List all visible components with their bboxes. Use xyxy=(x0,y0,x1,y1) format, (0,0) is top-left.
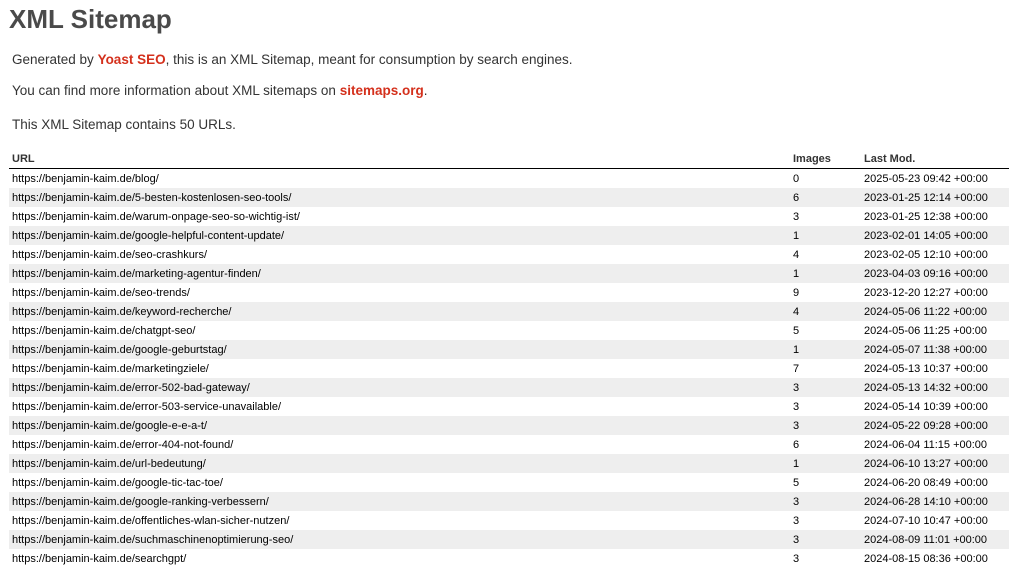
images-count-cell: 1 xyxy=(790,226,861,245)
images-count-cell: 6 xyxy=(793,438,800,451)
last-mod-cell: 2024-05-13 14:32 +00:00 xyxy=(861,378,1009,397)
sitemap-url-link[interactable]: https://benjamin-kaim.de/google-geburtstag/ xyxy=(12,343,227,356)
url-cell xyxy=(9,340,790,359)
sitemap-url-link[interactable]: https://benjamin-kaim.de/5-besten-kostenlosen-seo-tools/ xyxy=(12,191,292,204)
url-cell xyxy=(9,511,790,530)
table-header-row xyxy=(9,150,1009,169)
sitemap-url-link[interactable]: https://benjamin-kaim.de/seo-crashkurs/ xyxy=(12,248,208,261)
generator-note-prefix: Generated by xyxy=(12,52,98,67)
table-row xyxy=(9,549,1009,568)
url-cell xyxy=(9,492,790,511)
url-count-text: This XML Sitemap contains 50 URLs. xyxy=(12,117,236,132)
url-cell xyxy=(9,302,790,321)
images-count-cell: 3 xyxy=(790,378,861,397)
url-cell xyxy=(9,435,790,454)
url-cell xyxy=(9,321,790,340)
table-row xyxy=(9,188,1009,207)
table-row xyxy=(9,454,1009,473)
last-mod-cell: 2025-05-23 09:42 +00:00 xyxy=(864,172,988,185)
images-count-cell: 3 xyxy=(793,400,800,413)
last-mod-cell: 2024-05-14 10:39 +00:00 xyxy=(864,400,988,413)
table-row xyxy=(9,530,1009,549)
table-row xyxy=(9,378,1009,397)
last-mod-column-header: Last Mod. xyxy=(861,150,1009,169)
sitemaps-info-prefix: You can find more information about XML sitemaps on xyxy=(12,83,340,98)
sitemap-url-link[interactable]: https://benjamin-kaim.de/warum-onpage-seo-so-wichtig-ist/ xyxy=(12,210,300,223)
table-row xyxy=(9,359,1009,378)
sitemaps-info-note xyxy=(12,82,427,100)
images-count-cell: 3 xyxy=(790,492,861,511)
sitemap-url-link[interactable]: https://benjamin-kaim.de/seo-trends/ xyxy=(12,286,190,299)
images-count-cell: 1 xyxy=(790,454,861,473)
last-mod-cell: 2023-02-05 12:10 +00:00 xyxy=(864,248,988,261)
table-row xyxy=(9,226,1009,245)
url-cell xyxy=(9,378,790,397)
last-mod-cell: 2024-05-22 09:28 +00:00 xyxy=(861,416,1009,435)
last-mod-cell: 2023-02-01 14:05 +00:00 xyxy=(861,226,1009,245)
page-title: XML Sitemap xyxy=(9,4,172,34)
sitemap-url-link[interactable]: https://benjamin-kaim.de/error-503-service-unavailable/ xyxy=(12,400,282,413)
sitemap-url-link[interactable]: https://benjamin-kaim.de/keyword-recherche/ xyxy=(12,305,232,318)
generator-note-suffix: , this is an XML Sitemap, meant for consumption by search engines. xyxy=(165,52,573,67)
url-cell xyxy=(9,454,790,473)
table-row xyxy=(9,245,1009,264)
table-row xyxy=(9,435,1009,454)
images-count-cell: 1 xyxy=(790,340,861,359)
last-mod-cell: 2024-06-20 08:49 +00:00 xyxy=(864,476,988,489)
last-mod-cell: 2023-04-03 09:16 +00:00 xyxy=(861,264,1009,283)
sitemap-url-link[interactable]: https://benjamin-kaim.de/suchmaschinenoptimierung-seo/ xyxy=(12,533,294,546)
url-cell xyxy=(9,188,790,207)
url-cell xyxy=(9,359,790,378)
url-cell xyxy=(9,226,790,245)
images-count-cell: 0 xyxy=(793,172,800,185)
last-mod-cell: 2023-01-25 12:38 +00:00 xyxy=(864,210,988,223)
last-mod-cell: 2024-06-10 13:27 +00:00 xyxy=(861,454,1009,473)
sitemap-url-link[interactable]: https://benjamin-kaim.de/marketingziele/ xyxy=(12,362,209,375)
url-column-header: URL xyxy=(9,150,790,169)
images-count-cell: 1 xyxy=(790,264,861,283)
sitemap-url-link[interactable]: https://benjamin-kaim.de/offentliches-wlan-sicher-nutzen/ xyxy=(12,514,290,527)
images-count-cell: 3 xyxy=(793,210,800,223)
table-row xyxy=(9,302,1009,321)
table-row xyxy=(9,321,1009,340)
last-mod-cell: 2023-01-25 12:14 +00:00 xyxy=(861,188,1009,207)
last-mod-cell: 2024-05-06 11:22 +00:00 xyxy=(861,302,1009,321)
table-row xyxy=(9,169,1009,189)
sitemap-url-link[interactable]: https://benjamin-kaim.de/google-tic-tac-toe/ xyxy=(12,476,223,489)
images-column-header: Images xyxy=(790,150,861,169)
images-count-cell: 5 xyxy=(793,324,800,337)
table-row xyxy=(9,416,1009,435)
table-row xyxy=(9,511,1009,530)
yoast-seo-link[interactable]: Yoast SEO xyxy=(97,52,166,67)
table-row xyxy=(9,340,1009,359)
sitemap-url-link[interactable]: https://benjamin-kaim.de/google-ranking-verbessern/ xyxy=(12,495,269,508)
sitemap-url-link[interactable]: https://benjamin-kaim.de/searchgpt/ xyxy=(12,552,187,565)
sitemaps-info-suffix: . xyxy=(423,83,428,98)
sitemap-url-link[interactable]: https://benjamin-kaim.de/marketing-agentur-finden/ xyxy=(12,267,261,280)
last-mod-cell: 2024-08-15 08:36 +00:00 xyxy=(864,552,988,565)
table-row xyxy=(9,397,1009,416)
last-mod-cell: 2024-05-07 11:38 +00:00 xyxy=(861,340,1009,359)
url-cell xyxy=(9,530,790,549)
last-mod-cell: 2024-06-28 14:10 +00:00 xyxy=(861,492,1009,511)
table-row xyxy=(9,207,1009,226)
last-mod-cell: 2024-08-09 11:01 +00:00 xyxy=(861,530,1009,549)
url-cell xyxy=(9,283,790,302)
images-count-cell: 3 xyxy=(790,530,861,549)
images-count-cell: 3 xyxy=(793,552,800,565)
images-count-cell: 9 xyxy=(793,286,800,299)
url-cell xyxy=(9,169,790,189)
images-count-cell: 3 xyxy=(793,514,800,527)
table-row xyxy=(9,283,1009,302)
sitemap-url-link[interactable]: https://benjamin-kaim.de/blog/ xyxy=(12,172,159,185)
sitemap-table xyxy=(9,150,1009,568)
last-mod-cell: 2023-12-20 12:27 +00:00 xyxy=(864,286,988,299)
table-row xyxy=(9,473,1009,492)
url-cell xyxy=(9,549,790,568)
generator-note xyxy=(12,51,573,69)
sitemap-table-body xyxy=(9,169,1009,569)
last-mod-cell: 2024-07-10 10:47 +00:00 xyxy=(864,514,988,527)
sitemap-url-link[interactable]: https://benjamin-kaim.de/google-helpful-content-update/ xyxy=(12,229,285,242)
images-count-cell: 6 xyxy=(790,188,861,207)
last-mod-cell: 2024-06-04 11:15 +00:00 xyxy=(864,438,988,451)
sitemap-url-link[interactable]: https://benjamin-kaim.de/url-bedeutung/ xyxy=(12,457,206,470)
sitemap-url-link[interactable]: https://benjamin-kaim.de/chatgpt-seo/ xyxy=(12,324,196,337)
sitemap-url-link[interactable]: https://benjamin-kaim.de/error-502-bad-gateway/ xyxy=(12,381,250,394)
url-cell xyxy=(9,245,790,264)
last-mod-cell: 2024-05-06 11:25 +00:00 xyxy=(864,324,988,337)
table-row xyxy=(9,492,1009,511)
url-cell xyxy=(9,473,790,492)
url-cell xyxy=(9,207,790,226)
url-cell xyxy=(9,264,790,283)
table-row xyxy=(9,264,1009,283)
sitemaps-org-link[interactable]: sitemaps.org xyxy=(339,83,424,98)
images-count-cell: 4 xyxy=(790,302,861,321)
url-cell xyxy=(9,416,790,435)
images-count-cell: 7 xyxy=(793,362,800,375)
images-count-cell: 4 xyxy=(793,248,800,261)
images-count-cell: 3 xyxy=(790,416,861,435)
sitemap-url-link[interactable]: https://benjamin-kaim.de/error-404-not-found/ xyxy=(12,438,234,451)
last-mod-cell: 2024-05-13 10:37 +00:00 xyxy=(864,362,988,375)
sitemap-url-link[interactable]: https://benjamin-kaim.de/google-e-e-a-t/ xyxy=(12,419,208,432)
images-count-cell: 5 xyxy=(793,476,800,489)
url-cell xyxy=(9,397,790,416)
